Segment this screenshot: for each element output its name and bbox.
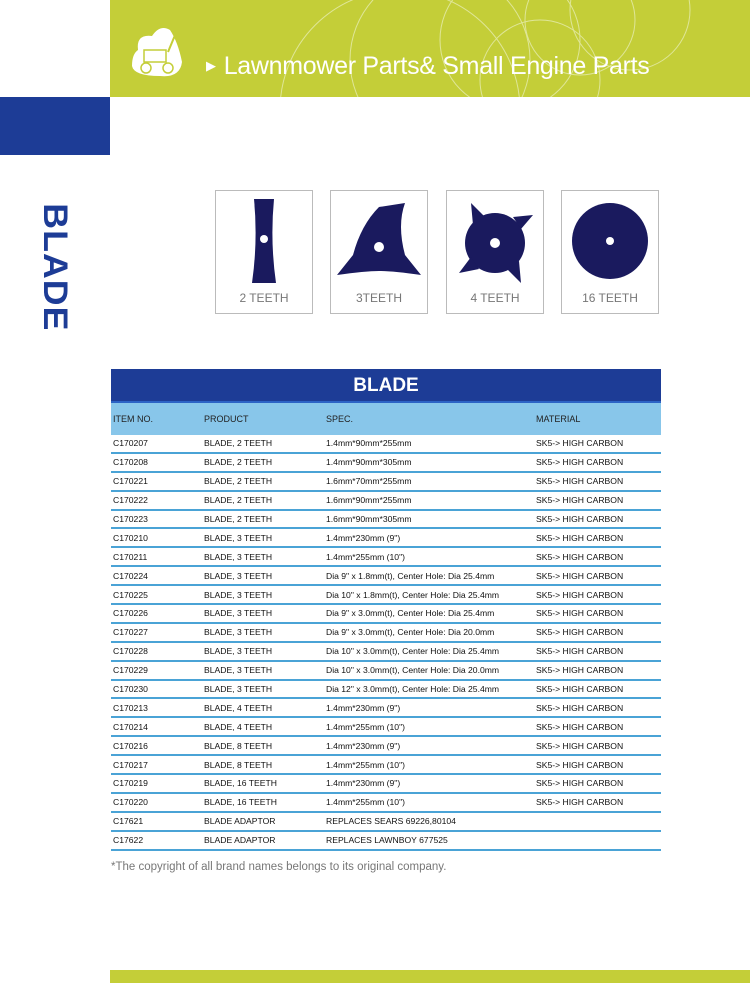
table-row [111,624,661,643]
spec-cell: 1.4mm*230mm (9") [326,532,401,543]
item-no-cell: C170207 [113,438,148,449]
spec-cell: Dia 9" x 3.0mm(t), Center Hole: Dia 25.4mm [326,608,495,619]
product-cell: BLADE, 3 TEETH [204,532,273,543]
table-row [111,473,661,492]
spec-cell: 1.4mm*255mm (10") [326,551,405,562]
table-row [111,511,661,530]
material-cell: SK5-> HIGH CARBON [536,532,624,543]
table-header [111,403,661,435]
item-no-cell: C170213 [113,702,148,713]
item-no-cell: C170224 [113,570,148,581]
banner-title [206,52,650,81]
material-cell: SK5-> HIGH CARBON [536,702,624,713]
table-row [111,567,661,586]
item-no-cell: C170220 [113,797,148,808]
spec-cell: 1.4mm*230mm (9") [326,702,401,713]
table-row [111,737,661,756]
spec-cell: 1.4mm*90mm*255mm [326,438,412,449]
product-cell: BLADE, 2 TEETH [204,495,273,506]
material-cell: SK5-> HIGH CARBON [536,476,624,487]
spec-cell: 1.4mm*255mm (10") [326,797,405,808]
table-row [111,832,661,851]
side-label: BLADE [36,203,74,332]
product-cell: BLADE, 3 TEETH [204,608,273,619]
item-no-cell: C170221 [113,476,148,487]
item-no-cell: C170225 [113,589,148,600]
material-cell: SK5-> HIGH CARBON [536,551,624,562]
blade-2-teeth-image [220,195,308,291]
item-no-cell: C170222 [113,495,148,506]
spec-cell: 1.6mm*70mm*255mm [326,476,412,487]
material-cell: SK5-> HIGH CARBON [536,759,624,770]
item-no-cell: C170227 [113,627,148,638]
decorative-circles [110,0,750,97]
material-cell: SK5-> HIGH CARBON [536,495,624,506]
thumb-caption: 16 TEETH [582,291,638,305]
material-cell: SK5-> HIGH CARBON [536,665,624,676]
spec-cell: Dia 12" x 3.0mm(t), Center Hole: Dia 25.4mm [326,684,500,695]
spec-cell: Dia 9" x 1.8mm(t), Center Hole: Dia 25.4mm [326,570,495,581]
table-row [111,662,661,681]
header-product: PRODUCT [204,414,249,424]
product-cell: BLADE, 2 TEETH [204,457,273,468]
product-cell: BLADE, 16 TEETH [204,797,277,808]
material-cell: SK5-> HIGH CARBON [536,740,624,751]
product-cell: BLADE, 16 TEETH [204,778,277,789]
spec-cell: 1.4mm*230mm (9") [326,740,401,751]
table-row [111,529,661,548]
thumb-caption: 2 TEETH [239,291,289,305]
table-row [111,794,661,813]
material-cell: SK5-> HIGH CARBON [536,627,624,638]
thumb-3-teeth [330,190,428,314]
blade-table [111,369,661,851]
material-cell: SK5-> HIGH CARBON [536,438,624,449]
table-row [111,435,661,454]
spec-cell: REPLACES SEARS 69226,80104 [326,816,456,827]
spec-cell: Dia 10" x 3.0mm(t), Center Hole: Dia 20.0mm [326,665,500,676]
table-row [111,813,661,832]
product-cell: BLADE, 8 TEETH [204,759,273,770]
product-cell: BLADE, 4 TEETH [204,702,273,713]
table-row [111,492,661,511]
item-no-cell: C170226 [113,608,148,619]
product-cell: BLADE, 3 TEETH [204,646,273,657]
product-cell: BLADE, 2 TEETH [204,438,273,449]
material-cell: SK5-> HIGH CARBON [536,457,624,468]
material-cell: SK5-> HIGH CARBON [536,608,624,619]
spec-cell: REPLACES LAWNBOY 677525 [326,835,448,846]
table-row [111,775,661,794]
spec-cell: Dia 9" x 3.0mm(t), Center Hole: Dia 20.0mm [326,627,495,638]
thumb-2-teeth [215,190,313,314]
header-item-no: ITEM NO. [113,414,153,424]
triangle-right-icon: ▶ [206,58,216,73]
material-cell: SK5-> HIGH CARBON [536,721,624,732]
product-cell: BLADE, 3 TEETH [204,665,273,676]
product-cell: BLADE ADAPTOR [204,835,276,846]
table-title: BLADE [111,369,661,403]
product-cell: BLADE, 3 TEETH [204,627,273,638]
header-spec: SPEC. [326,414,354,424]
material-cell: SK5-> HIGH CARBON [536,684,624,695]
item-no-cell: C170216 [113,740,148,751]
table-row [111,681,661,700]
spec-cell: 1.4mm*230mm (9") [326,778,401,789]
material-cell: SK5-> HIGH CARBON [536,570,624,581]
product-cell: BLADE, 8 TEETH [204,740,273,751]
product-cell: BLADE, 2 TEETH [204,514,273,524]
item-no-cell: C170217 [113,759,148,770]
spec-cell: 1.6mm*90mm*305mm [326,514,412,524]
item-no-cell: C170208 [113,457,148,468]
product-cell: BLADE ADAPTOR [204,816,276,827]
product-cell: BLADE, 3 TEETH [204,551,273,562]
blade-4-teeth-image [451,195,539,291]
item-no-cell: C170211 [113,551,148,562]
spec-cell: 1.4mm*255mm (10") [326,721,405,732]
table-body [111,435,661,851]
product-cell: BLADE, 3 TEETH [204,684,273,695]
thumb-16-teeth [561,190,659,314]
product-cell: BLADE, 3 TEETH [204,570,273,581]
material-cell: SK5-> HIGH CARBON [536,797,624,808]
item-no-cell: C170229 [113,665,148,676]
material-cell: SK5-> HIGH CARBON [536,778,624,789]
spec-cell: 1.4mm*90mm*305mm [326,457,412,468]
table-row [111,718,661,737]
spec-cell: 1.4mm*255mm (10") [326,759,405,770]
product-cell: BLADE, 2 TEETH [204,476,273,487]
thumb-4-teeth [446,190,544,314]
spec-cell: Dia 10" x 1.8mm(t), Center Hole: Dia 25.4mm [326,589,500,600]
blade-3-teeth-image [335,195,423,291]
material-cell: SK5-> HIGH CARBON [536,514,624,524]
item-no-cell: C17621 [113,816,144,827]
spec-cell: 1.6mm*90mm*255mm [326,495,412,506]
product-cell: BLADE, 4 TEETH [204,721,273,732]
thumb-caption: 3TEETH [355,291,402,305]
spec-cell: Dia 10" x 3.0mm(t), Center Hole: Dia 25.4mm [326,646,500,657]
blue-accent-block [0,97,110,155]
blade-16-teeth-image [566,195,654,291]
table-row [111,454,661,473]
copyright-note: *The copyright of all brand names belongs to its original company. [111,861,447,873]
footer-green-bar [110,970,750,983]
item-no-cell: C170230 [113,684,148,695]
lawnmower-logo-icon [130,22,190,82]
table-row [111,586,661,605]
table-row [111,605,661,624]
product-cell: BLADE, 3 TEETH [204,589,273,600]
table-row [111,699,661,718]
item-no-cell: C170210 [113,532,148,543]
table-row [111,756,661,775]
header-banner [110,0,750,97]
table-row [111,643,661,662]
item-no-cell: C170219 [113,778,148,789]
banner-title-text: Lawnmower Parts& Small Engine Parts [223,52,650,80]
item-no-cell: C17622 [113,835,144,846]
item-no-cell: C170223 [113,514,148,524]
item-no-cell: C170214 [113,721,148,732]
table-row [111,548,661,567]
header-material: MATERIAL [536,414,581,424]
material-cell: SK5-> HIGH CARBON [536,646,624,657]
item-no-cell: C170228 [113,646,148,657]
thumb-caption: 4 TEETH [470,291,520,305]
material-cell: SK5-> HIGH CARBON [536,589,624,600]
